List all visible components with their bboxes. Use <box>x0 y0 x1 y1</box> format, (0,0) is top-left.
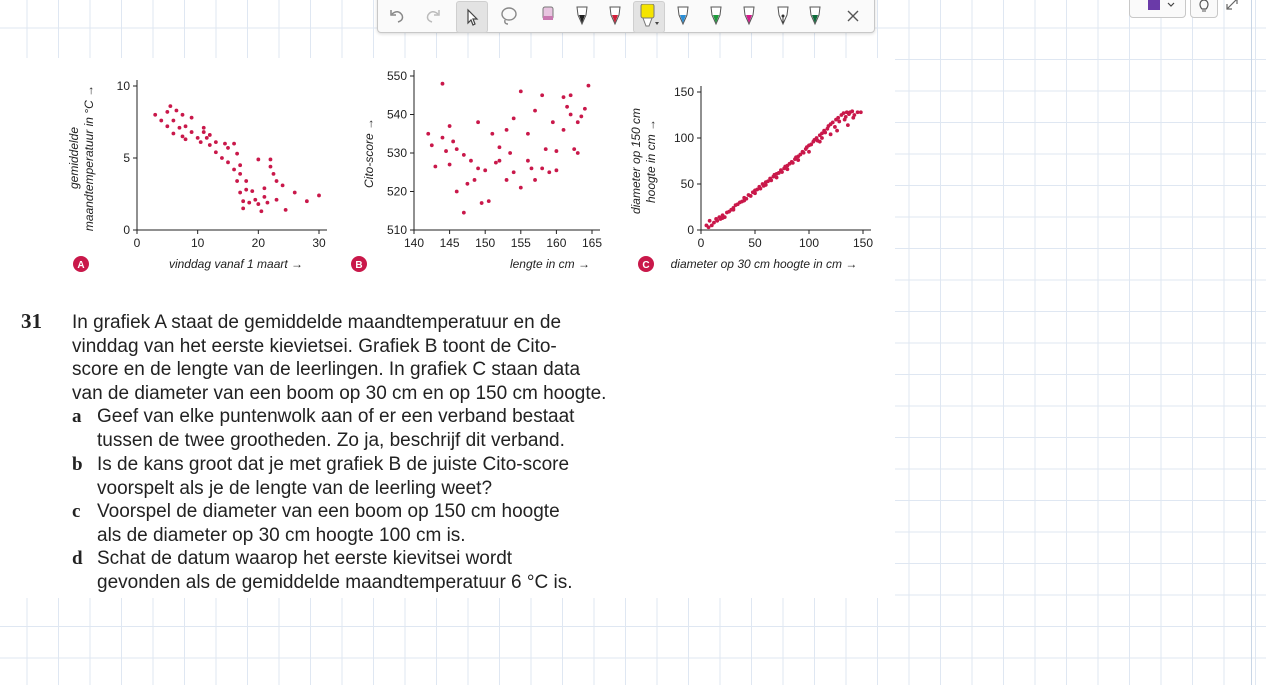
data-point <box>448 163 452 167</box>
data-point <box>178 126 182 130</box>
intro-line: score en de lengte van de leerlingen. In grafiek C staan data <box>72 359 581 381</box>
chart-a <box>60 70 340 290</box>
data-point <box>444 149 448 153</box>
data-point <box>275 179 279 183</box>
data-point <box>232 168 236 172</box>
data-point <box>796 158 800 162</box>
data-point <box>786 167 790 171</box>
data-point <box>181 113 185 117</box>
data-point <box>226 160 230 164</box>
data-point <box>565 105 569 109</box>
subquestion-letter: d <box>72 548 83 569</box>
data-point <box>293 191 297 195</box>
data-point <box>533 109 537 113</box>
subquestion-letter: c <box>72 501 81 522</box>
subquestion-line: als de diameter op 30 cm hoogte 100 cm is. <box>97 524 466 546</box>
data-point <box>263 195 267 199</box>
y-tick-label: 510 <box>386 223 407 237</box>
data-point <box>487 199 491 203</box>
data-point <box>587 84 591 88</box>
data-point <box>259 209 263 213</box>
pen-blue-button[interactable] <box>670 1 696 31</box>
lasso-icon <box>499 6 519 26</box>
subquestion-letter: a <box>72 406 82 427</box>
data-point <box>749 194 753 198</box>
select-tool-button[interactable] <box>456 1 488 33</box>
highlighter-pink-button[interactable] <box>535 1 561 31</box>
subquestion-line: Voorspel de diameter van een boom op 150 cm hoogte <box>97 501 560 522</box>
data-point <box>220 156 224 160</box>
data-point <box>859 110 863 114</box>
data-point <box>764 183 768 187</box>
x-tick-label: 150 <box>475 236 496 250</box>
data-point <box>441 82 445 86</box>
data-point <box>184 124 188 128</box>
redo-button[interactable] <box>420 1 446 31</box>
data-point <box>448 124 452 128</box>
data-point <box>241 207 245 211</box>
data-point <box>846 123 850 127</box>
data-point <box>462 211 466 215</box>
data-point <box>208 143 212 147</box>
data-point <box>851 116 855 120</box>
data-point <box>165 124 169 128</box>
data-point <box>498 159 502 163</box>
ideas-button[interactable] <box>1190 0 1218 18</box>
data-point <box>426 132 430 136</box>
fountain-pen-button[interactable] <box>770 1 796 31</box>
data-point <box>519 186 523 190</box>
x-axis-label: vinddag vanaf 1 maart → <box>168 257 304 271</box>
x-tick-label: 30 <box>312 236 326 250</box>
data-point <box>476 120 480 124</box>
data-point <box>569 113 573 117</box>
data-point <box>555 168 559 172</box>
data-point <box>533 178 537 182</box>
question-intro <box>72 311 607 405</box>
data-point <box>562 128 566 132</box>
data-point <box>831 120 835 124</box>
data-point <box>275 198 279 202</box>
data-point <box>512 116 516 120</box>
data-point <box>202 130 206 134</box>
data-point <box>181 135 185 139</box>
data-point <box>519 90 523 94</box>
x-tick-label: 145 <box>439 236 460 250</box>
data-point <box>238 191 242 195</box>
highlighter-yellow-icon <box>637 4 661 30</box>
data-point <box>226 146 230 150</box>
pen-green-icon <box>708 5 724 27</box>
y-tick-label: 5 <box>123 151 130 165</box>
data-point <box>732 208 736 212</box>
pen-black-button[interactable] <box>569 1 595 31</box>
x-tick-label: 10 <box>190 236 205 250</box>
x-tick-label: 160 <box>546 236 567 250</box>
data-point <box>576 151 580 155</box>
data-point <box>526 132 530 136</box>
data-point <box>433 165 437 169</box>
data-point <box>480 201 484 205</box>
data-point <box>583 107 587 111</box>
data-point <box>190 130 194 134</box>
data-point <box>466 182 470 186</box>
chart-a-svg <box>60 70 340 285</box>
intro-line: van de diameter van een boom op 30 cm en op 150 cm hoogte. <box>72 382 607 404</box>
pen-dark-green-button[interactable] <box>802 1 828 31</box>
highlighter-yellow-button[interactable] <box>633 1 665 33</box>
x-tick-label: 20 <box>251 236 266 250</box>
data-point <box>165 110 169 114</box>
data-point <box>753 191 757 195</box>
data-point <box>168 104 172 108</box>
data-point <box>196 136 200 140</box>
data-point <box>579 115 583 119</box>
data-point <box>530 167 534 171</box>
data-point <box>708 219 712 223</box>
highlighter-pink-icon <box>539 6 557 26</box>
data-point <box>199 140 203 144</box>
redo-icon <box>424 7 442 25</box>
data-point <box>540 93 544 97</box>
data-point <box>544 147 548 151</box>
pen-magenta-button[interactable] <box>736 1 762 31</box>
data-point <box>272 172 276 176</box>
data-point <box>807 150 811 154</box>
data-point <box>842 111 846 115</box>
data-point <box>256 158 260 162</box>
subquestion-line: voorspelt als je de lengte van de leerling weet? <box>97 477 493 499</box>
data-point <box>208 133 212 137</box>
chart-badge-letter: C <box>642 260 650 271</box>
data-point <box>835 129 839 133</box>
data-point <box>269 158 273 162</box>
notebook-color-dropdown[interactable] <box>1129 0 1186 18</box>
data-point <box>269 165 273 169</box>
chart-b-svg <box>345 70 620 285</box>
data-point <box>159 119 163 123</box>
data-point <box>317 194 321 198</box>
y-axis-label: Cito-score → <box>362 117 376 189</box>
data-point <box>759 187 763 191</box>
subquestion-letter: b <box>72 454 83 475</box>
data-point <box>508 151 512 155</box>
y-tick-label: 540 <box>386 107 407 122</box>
data-point <box>214 140 218 144</box>
data-point <box>256 202 260 206</box>
data-point <box>775 176 779 180</box>
data-point <box>742 199 746 203</box>
x-tick-label: 155 <box>510 236 531 250</box>
data-point <box>505 178 509 182</box>
x-axis-label: diameter op 30 cm hoogte in cm → <box>670 257 858 271</box>
data-point <box>551 120 555 124</box>
pen-dark-green-icon <box>807 5 823 27</box>
data-point <box>547 170 551 174</box>
x-tick-label: 50 <box>748 236 762 250</box>
data-point <box>715 219 719 223</box>
data-point <box>244 188 248 192</box>
intro-line: vinddag van het eerste kievietsei. Grafiek B toont de Cito- <box>72 335 557 357</box>
data-point <box>823 131 827 135</box>
data-point <box>284 208 288 212</box>
data-point <box>833 125 837 129</box>
data-point <box>555 149 559 153</box>
data-point <box>856 110 860 114</box>
pen-red-button[interactable] <box>602 1 628 31</box>
data-point <box>253 198 257 202</box>
data-point <box>791 161 795 165</box>
data-point <box>172 132 176 136</box>
lightbulb-icon <box>1197 0 1211 14</box>
x-tick-label: 0 <box>697 236 705 250</box>
data-point <box>505 128 509 132</box>
data-point <box>244 179 248 183</box>
data-point <box>305 199 309 203</box>
expand-icon <box>1224 0 1240 12</box>
data-point <box>175 109 179 113</box>
data-point <box>455 190 459 194</box>
data-point <box>829 132 833 136</box>
y-tick-label: 520 <box>386 184 407 199</box>
pen-magenta-icon <box>741 5 757 27</box>
data-point <box>281 183 285 187</box>
data-point <box>843 118 847 122</box>
data-point <box>223 142 227 146</box>
data-point <box>451 140 455 144</box>
data-point <box>238 172 242 176</box>
y-tick-label: 0 <box>687 223 694 237</box>
pen-black-icon <box>574 5 590 27</box>
drawing-toolbar <box>377 0 875 33</box>
data-point <box>820 136 824 140</box>
data-point <box>780 170 784 174</box>
data-point <box>232 142 236 146</box>
data-point <box>526 159 530 163</box>
data-point <box>202 126 206 130</box>
data-point <box>214 150 218 154</box>
lasso-tool-button[interactable] <box>496 1 522 31</box>
y-tick-label: 50 <box>680 177 694 191</box>
data-point <box>490 132 494 136</box>
y-tick-label: 0 <box>123 223 130 237</box>
data-point <box>562 95 566 99</box>
y-axis-label: maandtemperatuur in °C → <box>82 84 96 232</box>
subquestion-a <box>72 405 592 452</box>
expand-button[interactable] <box>1224 0 1240 12</box>
data-point <box>430 143 434 147</box>
data-point <box>498 145 502 149</box>
data-point <box>707 225 711 229</box>
data-point <box>247 201 251 205</box>
data-point <box>572 147 576 151</box>
data-point <box>469 159 473 163</box>
subquestion-d <box>72 547 592 594</box>
data-point <box>172 119 176 123</box>
data-point <box>576 120 580 124</box>
y-axis-label: diameter op 150 cm <box>629 107 643 215</box>
data-point <box>836 116 840 120</box>
data-point <box>441 136 445 140</box>
data-point <box>569 93 573 97</box>
y-tick-label: 150 <box>673 85 694 99</box>
pen-red-icon <box>607 5 623 27</box>
subquestion-line: tussen de twee grootheden. Zo ja, beschrijf dit verband. <box>97 429 565 451</box>
data-point <box>153 113 157 117</box>
subquestion-line: Is de kans groot dat je met grafiek B de juiste Cito-score <box>97 454 570 475</box>
data-point <box>802 151 806 155</box>
subquestion-c <box>72 500 592 547</box>
subquestion-line: Geef van elke puntenwolk aan of er een verband bestaat <box>97 406 575 427</box>
data-point <box>473 178 477 182</box>
data-point <box>184 137 188 141</box>
y-axis-label: gemiddelde <box>67 126 81 190</box>
pen-fountain-icon <box>775 5 791 27</box>
x-tick-label: 140 <box>403 236 425 250</box>
data-point <box>235 152 239 156</box>
subquestion-b <box>72 453 592 500</box>
data-point <box>235 179 239 183</box>
undo-button[interactable] <box>384 1 410 31</box>
data-point <box>712 221 716 225</box>
chart-c-svg <box>620 70 885 285</box>
subquestion-line: Schat de datum waarop het eerste kievitsei wordt <box>97 548 513 569</box>
data-point <box>512 170 516 174</box>
x-tick-label: 150 <box>852 236 874 250</box>
intro-line: In grafiek A staat de gemiddelde maandtemperatuur en de <box>72 312 562 333</box>
data-point <box>462 153 466 157</box>
data-point <box>455 147 459 151</box>
subquestion-line: gevonden als de gemiddelde maandtemperatuur 6 °C is. <box>97 571 573 593</box>
chart-badge-letter: A <box>77 260 85 271</box>
pen-blue-icon <box>675 5 691 27</box>
chart-c <box>620 70 885 290</box>
y-axis-label: hoogte in cm → <box>644 118 658 204</box>
y-tick-label: 10 <box>116 79 130 93</box>
data-point <box>476 167 480 171</box>
question-number: 31 <box>21 309 42 333</box>
y-tick-label: 550 <box>386 69 407 83</box>
data-point <box>837 120 841 124</box>
data-point <box>238 163 242 167</box>
y-tick-label: 530 <box>386 146 407 160</box>
data-point <box>483 168 487 172</box>
data-point <box>190 116 194 120</box>
pen-green-button[interactable] <box>703 1 729 31</box>
x-tick-label: 165 <box>581 236 603 250</box>
y-tick-label: 100 <box>673 131 694 145</box>
close-icon <box>847 10 859 22</box>
data-point <box>241 199 245 203</box>
data-point <box>721 216 725 220</box>
data-point <box>266 201 270 205</box>
x-tick-label: 100 <box>798 236 820 250</box>
data-point <box>250 189 254 193</box>
notebook-icon <box>1138 0 1178 14</box>
margin-rule <box>1251 0 1252 685</box>
chart-badge-letter: B <box>355 260 363 271</box>
data-point <box>850 109 854 113</box>
close-toolbar-button[interactable] <box>840 1 866 31</box>
x-tick-label: 0 <box>133 236 141 250</box>
chart-b <box>345 70 620 290</box>
data-point <box>494 161 498 165</box>
undo-icon <box>388 7 406 25</box>
data-point <box>205 136 209 140</box>
data-point <box>769 178 773 182</box>
data-point <box>818 140 822 144</box>
data-point <box>540 167 544 171</box>
data-point <box>263 186 267 190</box>
select-icon <box>464 8 480 26</box>
x-axis-label: lengte in cm → <box>509 257 591 271</box>
